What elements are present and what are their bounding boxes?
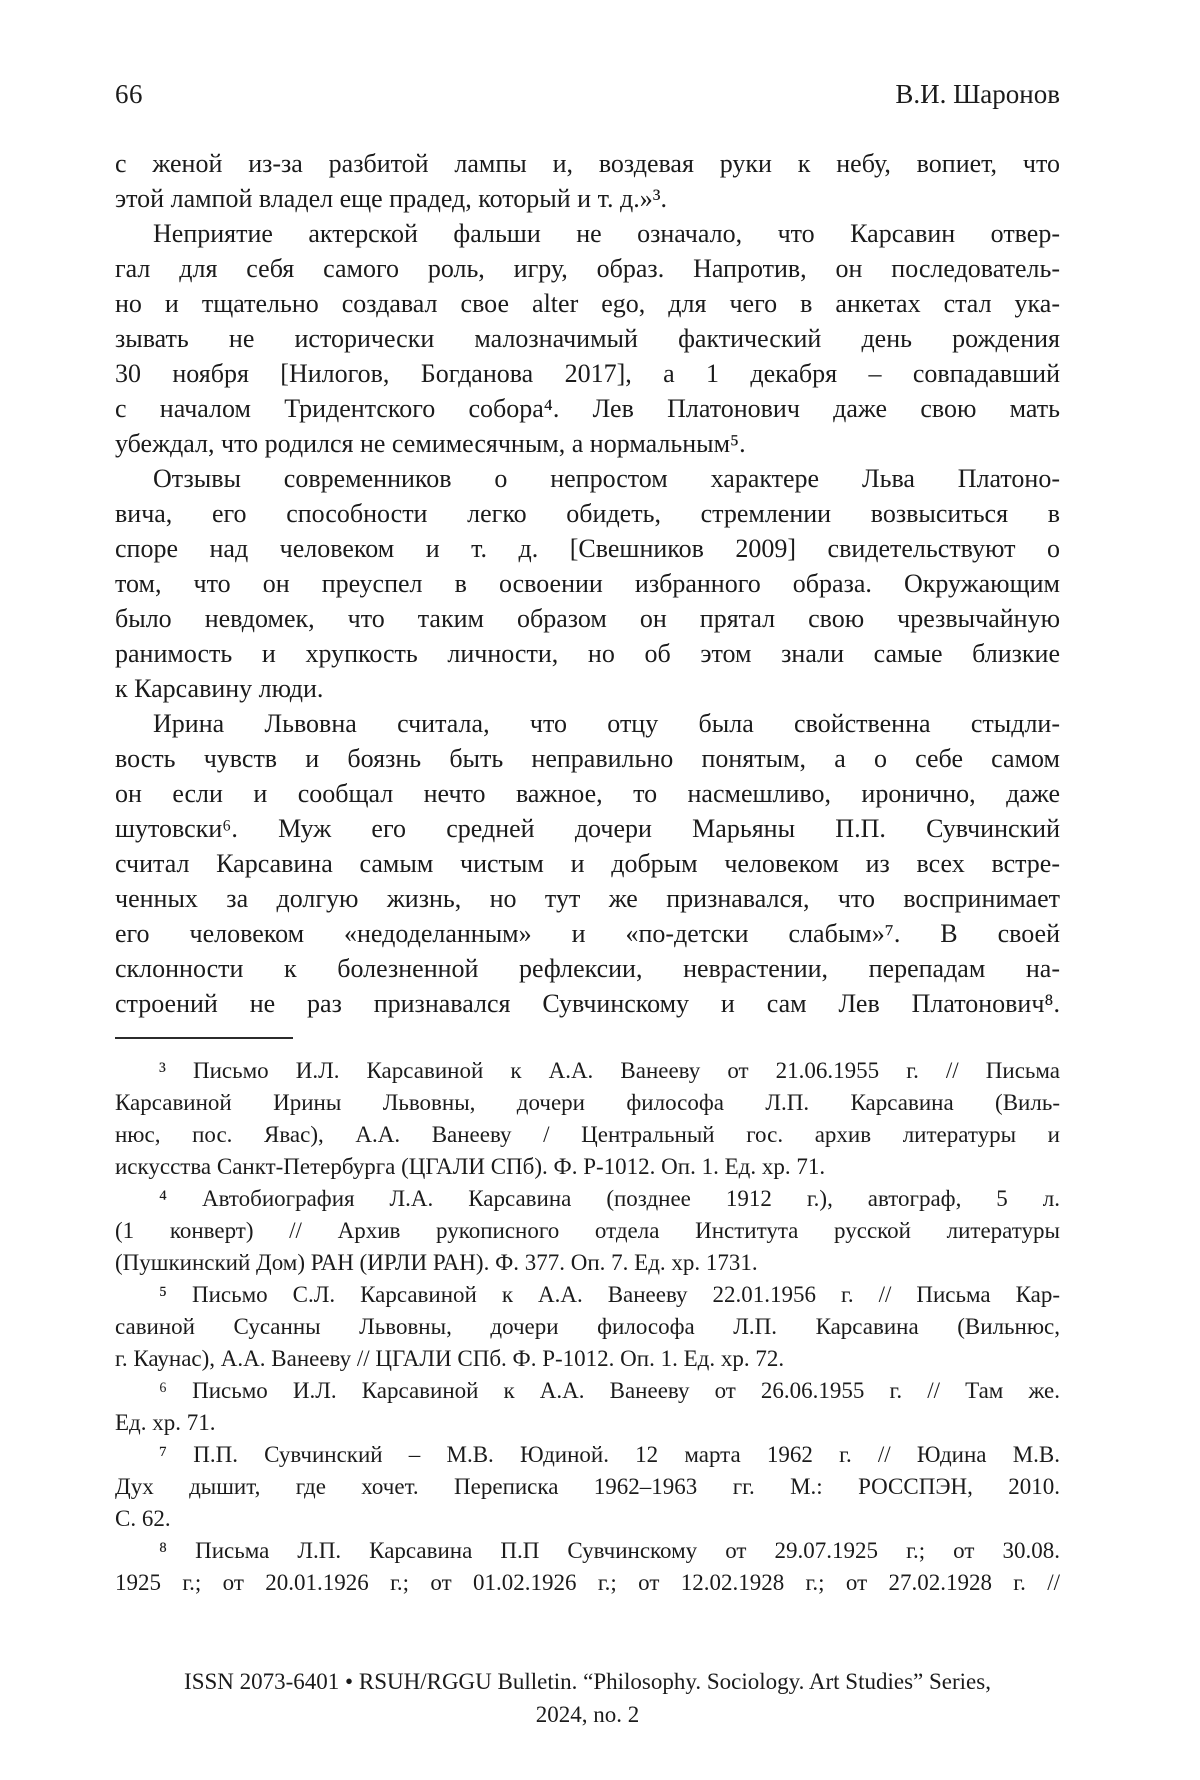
body-line: вость чувств и боязнь быть неправильно понятым, а о себе самом [115,744,1060,773]
footnote-line: нюс, пос. Явас), А.А. Ванееву / Центральный гос. архив литературы и [115,1122,1060,1147]
running-head: В.И. Шаронов [895,79,1060,109]
footnote-line: С. 62. [115,1506,171,1531]
footnote-line: ³ Письмо И.Л. Карсавиной к А.А. Ванееву от 21.06.1955 г. // Письма [159,1058,1060,1083]
body-line: с женой из-за разбитой лампы и, воздевая руки к небу, вопиет, что [115,149,1060,178]
footnote-line: ⁷ П.П. Сувчинский – М.В. Юдиной. 12 марта 1962 г. // Юдина М.В. [159,1442,1060,1467]
footnote-line: ⁴ Автобиография Л.А. Карсавина (позднее 1912 г.), автограф, 5 л. [159,1186,1060,1211]
body-line: 30 ноября [Нилогов, Богданова 2017], а 1 декабря – совпадавший [115,359,1060,388]
footnote-line: савиной Сусанны Львовны, дочери философа Л.П. Карсавина (Вильнюс, [115,1314,1060,1339]
footnote-line: Дух дышит, где хочет. Переписка 1962–1963 гг. М.: РОССПЭН, 2010. [115,1474,1060,1499]
body-line: он если и сообщал нечто важное, то насмешливо, иронично, даже [115,779,1060,808]
body-line: шутовски⁶. Муж его средней дочери Марьяны П.П. Сувчинский [115,814,1060,843]
body-line: но и тщательно создавал свое alter ego, для чего в анкетах стал ука- [115,289,1060,318]
body-line: строений не раз признавался Сувчинскому и сам Лев Платонович⁸. [115,989,1060,1018]
body-line: склонности к болезненной рефлексии, неврастении, перепадам на- [115,954,1060,983]
body-line: к Карсавину люди. [115,674,324,703]
footnote-separator [115,1037,293,1039]
body-line: этой лампой владел еще прадед, который и т. д.»³. [115,184,668,213]
footnote-line: Карсавиной Ирины Львовны, дочери философа Л.П. Карсавина (Виль- [115,1090,1060,1115]
page-header [115,78,1060,110]
body-line: гал для себя самого роль, игру, образ. Напротив, он последователь- [115,254,1060,283]
footnote-line: (1 конверт) // Архив рукописного отдела Института русской литературы [115,1218,1060,1243]
body-line: его человеком «недоделанным» и «по-детски слабым»⁷. В своей [115,919,1060,948]
body-line: том, что он преуспел в освоении избранного образа. Окружающим [115,569,1060,598]
body-line: Отзывы современников о непростом характере Льва Платоно- [153,464,1060,493]
footnote-line: Ед. хр. 71. [115,1410,216,1435]
body-line: Ирина Львовна считала, что отцу была свойственна стыдли- [153,709,1060,738]
body-line: с началом Тридентского собора⁴. Лев Платонович даже свою мать [115,394,1060,423]
footnote-line: (Пушкинский Дом) РАН (ИРЛИ РАН). Ф. 377. Оп. 7. Ед. хр. 1731. [115,1250,758,1275]
article-body [115,146,1060,1021]
footnote-line: ⁶ Письмо И.Л. Карсавиной к А.А. Ванееву от 26.06.1955 г. // Там же. [159,1378,1060,1403]
footnote-line: 1925 г.; от 20.01.1926 г.; от 01.02.1926 г.; от 12.02.1928 г.; от 27.02.1928 г. // [115,1570,1060,1595]
page-number: 66 [115,79,143,109]
body-line: считал Карсавина самым чистым и добрым человеком из всех встре- [115,849,1060,878]
footnote-line: ⁸ Письма Л.П. Карсавина П.П Сувчинскому от 29.07.1925 г.; от 30.08. [159,1538,1060,1563]
body-line: споре над человеком и т. д. [Свешников 2009] свидетельствуют о [115,534,1060,563]
body-line: было невдомек, что таким образом он прятал свою чрезвычайную [115,604,1060,633]
journal-issue-line: 2024, no. 2 [535,1702,640,1727]
journal-issn-line: ISSN 2073-6401 • RSUH/RGGU Bulletin. “Philosophy. Sociology. Art Studies” Series, [184,1669,991,1694]
page-footer [115,1665,1060,1731]
body-line: зывать не исторически малозначимый фактический день рождения [115,324,1060,353]
body-line: ченных за долгую жизнь, но тут же признавался, что воспринимает [115,884,1060,913]
footnotes-block [115,1055,1060,1599]
body-line: убеждал, что родился не семимесячным, а нормальным⁵. [115,429,746,458]
body-line: вича, его способности легко обидеть, стремлении возвыситься в [115,499,1060,528]
body-line: Неприятие актерской фальши не означало, что Карсавин отвер- [153,219,1060,248]
footnote-line: г. Каунас), А.А. Ванееву // ЦГАЛИ СПб. Ф. Р-1012. Оп. 1. Ед. хр. 72. [115,1346,785,1371]
footnote-line: искусства Санкт-Петербурга (ЦГАЛИ СПб). Ф. Р-1012. Оп. 1. Ед. хр. 71. [115,1154,826,1179]
footnote-line: ⁵ Письмо С.Л. Карсавиной к А.А. Ванееву 22.01.1956 г. // Письма Кар- [159,1282,1060,1307]
body-line: ранимость и хрупкость личности, но об этом знали самые близкие [115,639,1060,668]
